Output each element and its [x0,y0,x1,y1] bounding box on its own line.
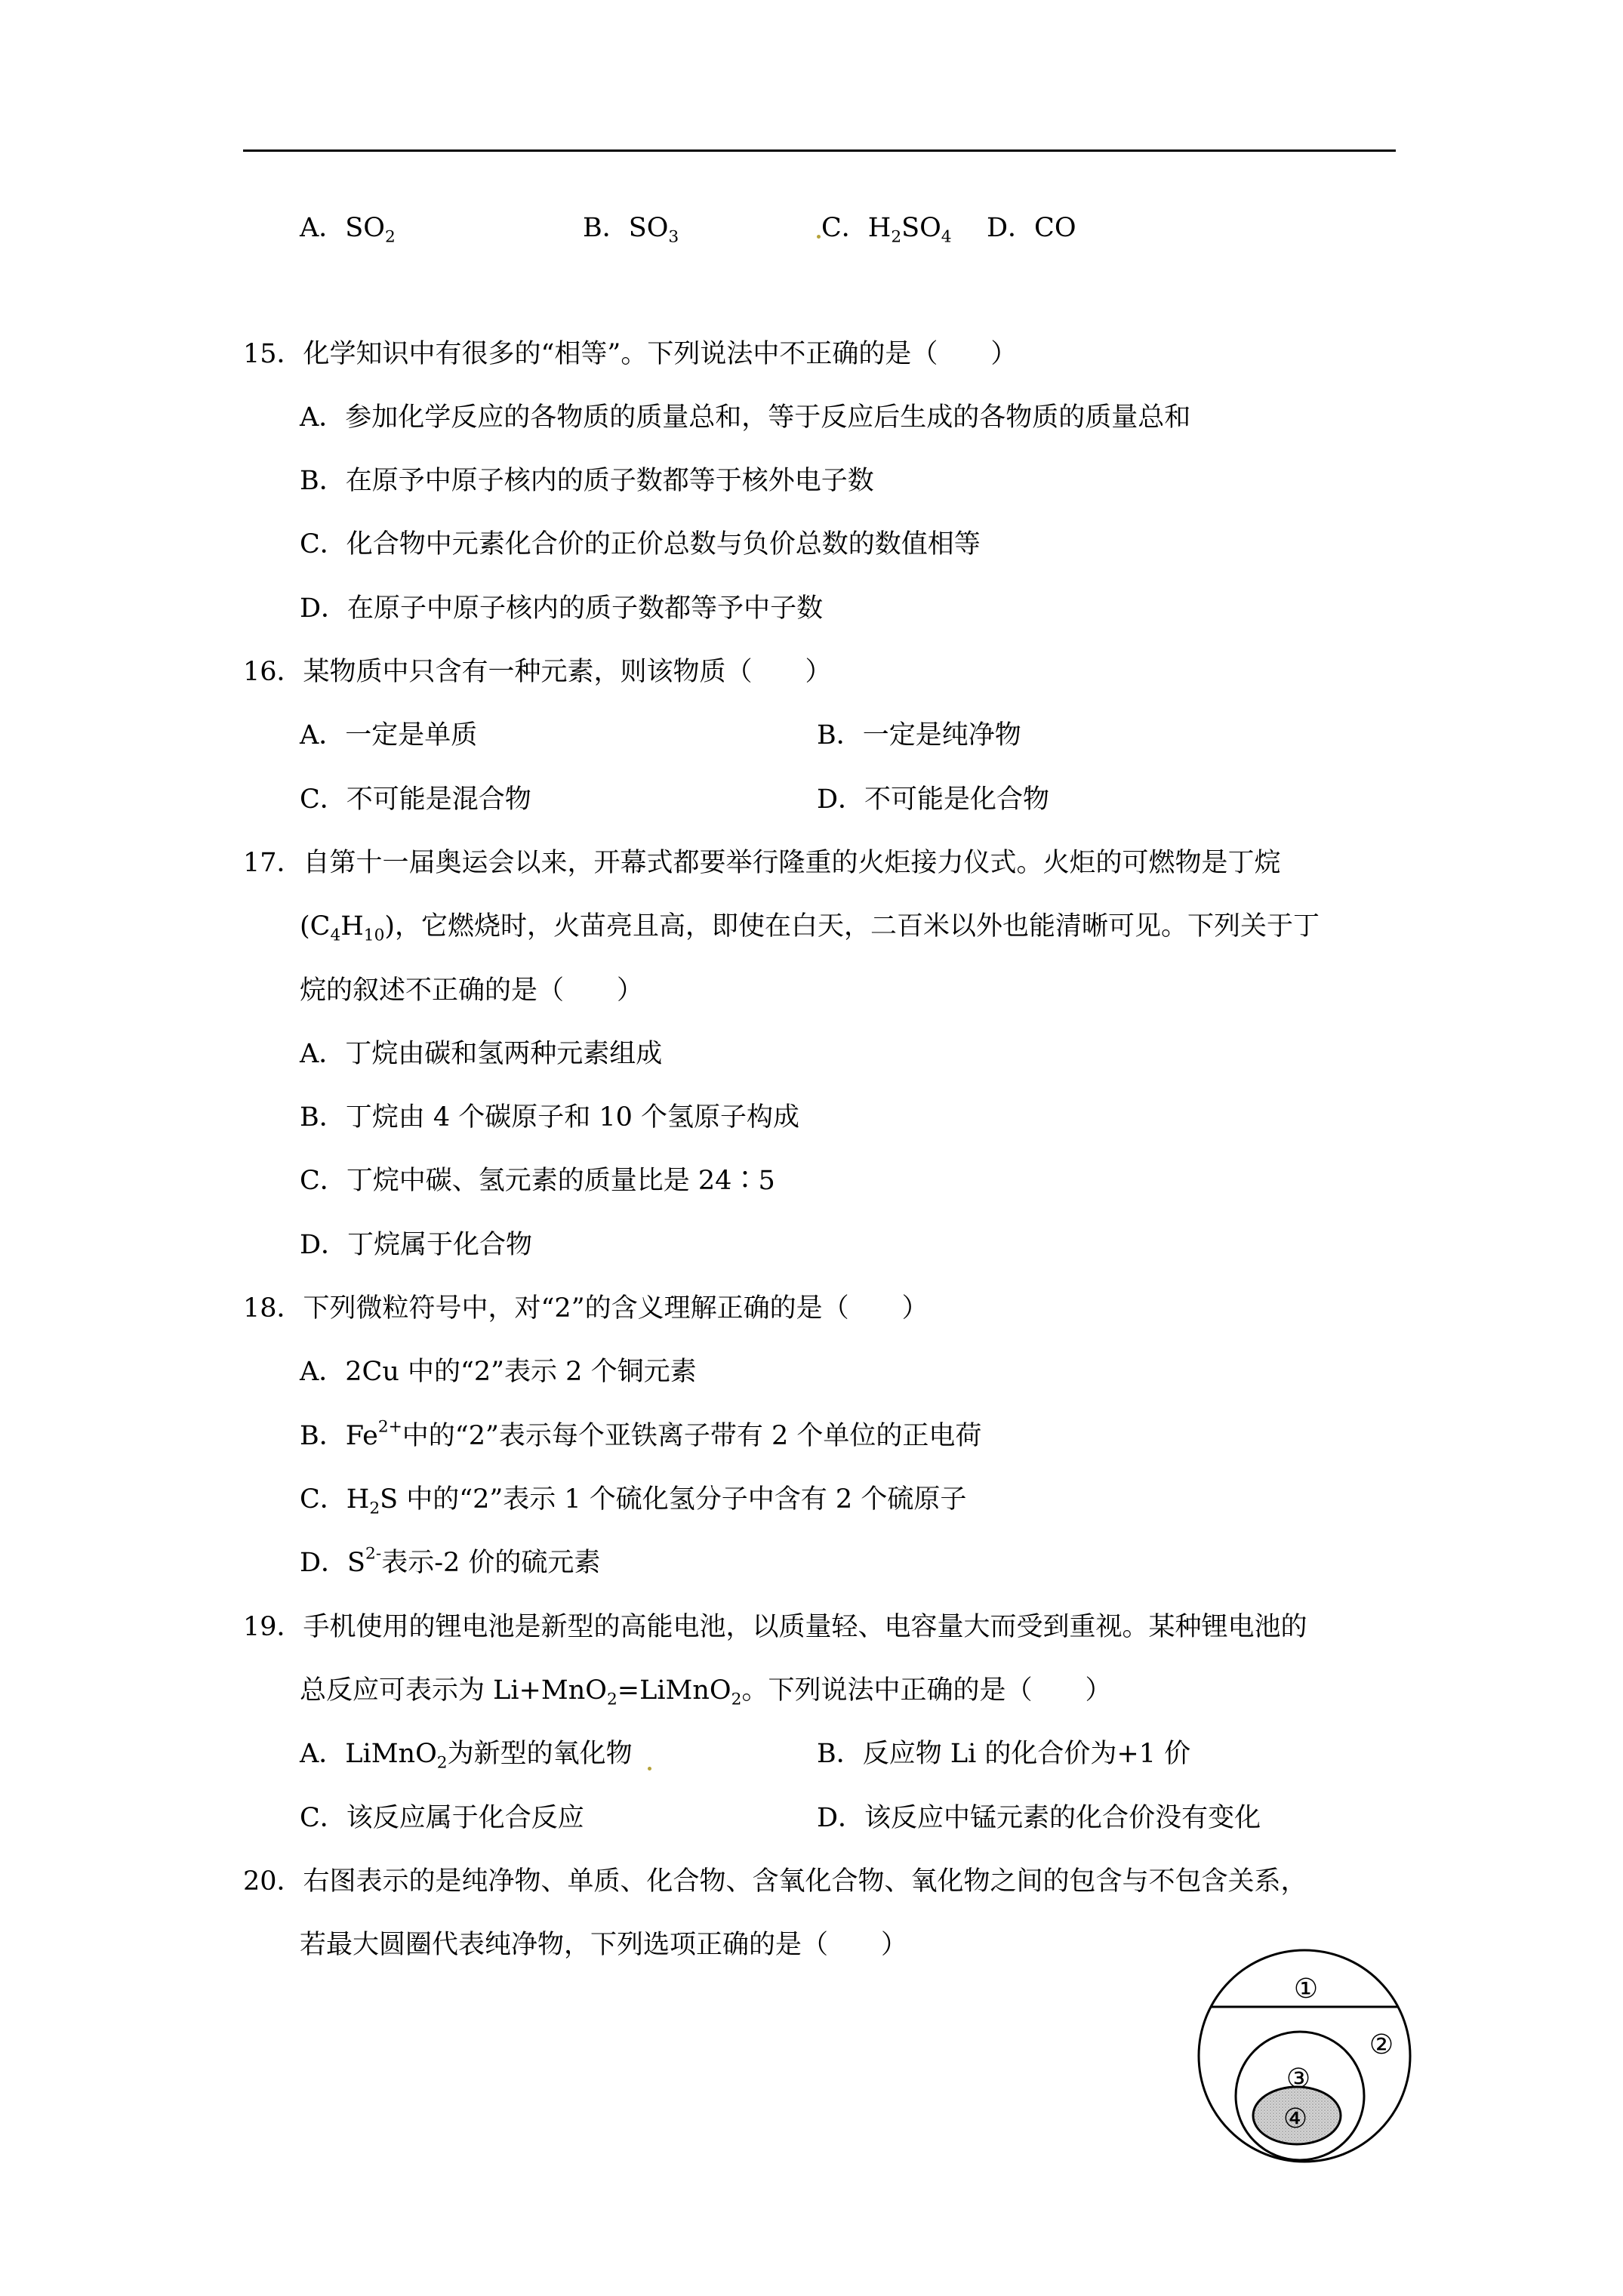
q18-option-d: D．$S^{2-}$表示-2 价的硫元素 [300,1544,601,1578]
q15-stem: 15．化学知识中有很多的“相等”。下列说法中不正确的是（ ） [243,339,1018,369]
q17-option-a: A．丁烷由碳和氢两种元素组成 [300,1039,663,1069]
diagram-label-3: ③ [1286,2063,1311,2094]
q19-option-a: A．LiMnO$_2$为新型的氧化物 [300,1739,633,1773]
q16-option-a: A．一定是单质 [300,720,478,750]
q18-stem: 18．下列微粒符号中，对“2”的含义理解正确的是（ ） [243,1293,929,1324]
q14-option-a: A．$SO_2$ [300,213,396,247]
q14-option-b: B．$SO_3$ [583,213,679,247]
q19-option-c: C．该反应属于化合反应 [300,1803,584,1833]
q16-stem: 16．某物质中只含有一种元素，则该物质（ ） [243,657,832,687]
q19-option-b: B．反应物 Li 的化合价为+1 价 [817,1739,1191,1769]
venn-diagram [1194,1946,1415,2165]
q19-option-d: D．该反应中锰元素的化合价没有变化 [817,1803,1261,1833]
q17-stem-line-2: $(C_4H_{10})$，它燃烧时，火苗亮且高，即使在白天，二百米以外也能清晰可见。下列关于丁 [300,911,1320,945]
q17-stem-line-3: 烷的叙述不正确的是（ ） [300,975,644,1006]
q14-option-d: D．CO [987,213,1076,243]
q14-option-c: C．$H_2SO_4$ [821,213,952,247]
stray-dot-mark [817,235,821,239]
diagram-label-4: ④ [1283,2103,1308,2134]
q16-option-c: C．不可能是混合物 [300,784,531,815]
q19-stem-line-2: 总反应可表示为 Li+MnO$_2$=LiMnO$_2$。下列说法中正确的是（ ） [300,1675,1112,1709]
header-rule [243,149,1396,152]
stray-dot-mark [648,1767,651,1771]
q15-option-a: A．参加化学反应的各物质的质量总和，等于反应后生成的各物质的质量总和 [300,402,1191,433]
q18-option-b: B．$Fe^{2+}$中的“2”表示每个亚铁离子带有 2 个单位的正电荷 [300,1417,982,1451]
q19-stem-line-1: 19．手机使用的锂电池是新型的高能电池，以质量轻、电容量大而受到重视。某种锂电池的 [243,1612,1307,1642]
q15-option-d: D．在原子中原子核内的质子数都等予中子数 [300,593,824,624]
q17-option-d: D．丁烷属于化合物 [300,1230,533,1260]
q18-option-a: A．2Cu 中的“2”表示 2 个铜元素 [300,1357,697,1387]
q16-option-d: D．不可能是化合物 [817,784,1050,815]
diagram-label-1: ① [1293,1974,1319,2005]
q20-stem-line-2: 若最大圆圈代表纯净物，下列选项正确的是（ ） [300,1930,908,1960]
q15-option-c: C．化合物中元素化合价的正价总数与负价总数的数值相等 [300,529,981,559]
q17-stem-line-1: 17．自第十一届奥运会以来，开幕式都要举行隆重的火炬接力仪式。火炬的可燃物是丁烷 [243,848,1281,878]
q20-stem-line-1: 20．右图表示的是纯净物、单质、化合物、含氧化合物、氧化物之间的包含与不包含关系， [243,1866,1307,1897]
q18-option-c: C．$H_2S$ 中的“2”表示 1 个硫化氢分子中含有 2 个硫原子 [300,1484,967,1518]
diagram-label-2: ② [1369,2029,1394,2060]
q17-option-c: C．丁烷中碳、氢元素的质量比是 24∶5 [300,1166,775,1196]
q15-option-b: B．在原予中原子核内的质子数都等于核外电子数 [300,466,874,496]
q17-option-b: B．丁烷由 4 个碳原子和 10 个氢原子构成 [300,1102,800,1133]
q16-option-b: B．一定是纯净物 [817,720,1021,750]
